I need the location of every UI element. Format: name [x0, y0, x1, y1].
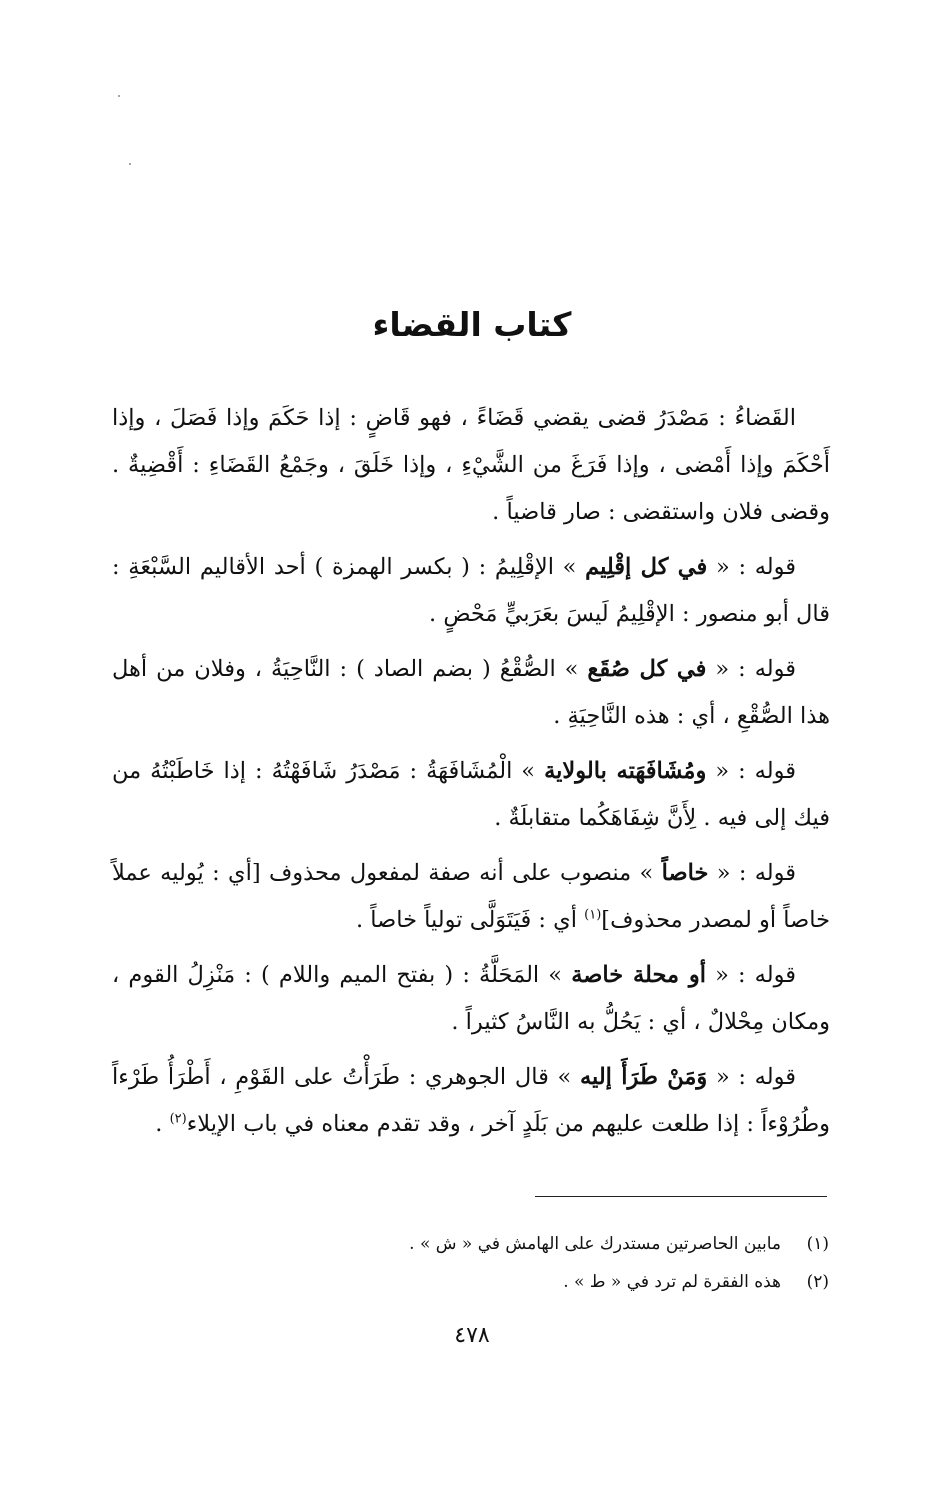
- paragraph-text-tail: أي : فَيَتَوَلَّى تولياً خاصاً .: [355, 907, 585, 933]
- quoted-term: خاصاً: [661, 860, 709, 886]
- paragraph: [112, 748, 830, 842]
- footnote-text: مابين الحاصرتين مستدرك على الهامش في « ش » .: [409, 1234, 781, 1254]
- quoted-term: في كل صُقَع: [587, 656, 707, 682]
- paragraph-text: » الإقْلِيمُ : ( بكسر الهمزة ) أحد الأقاليم السَّبْعَةِ : قال أبو منصور : الإقْلِيمُ لَيسَ بعَرَبيٍّ مَحْضٍ .: [112, 554, 830, 627]
- footnote: [112, 1225, 829, 1263]
- scan-speck: [129, 163, 131, 165]
- paragraph-text: » الْمُشَافَهَةُ : مَصْدَرُ شَافَهْتُهُ : إذا خَاطَبْتُهُ من فيك إلى فيه . لِأَنَّ شِفَاهَكُما متقابلَةٌ .: [112, 758, 830, 831]
- paragraph-text-tail: .: [155, 1111, 170, 1137]
- footnote: [112, 1263, 829, 1301]
- footnote-number: (١): [806, 1234, 829, 1254]
- paragraph-lead: قوله : «: [715, 656, 797, 682]
- paragraph: [112, 395, 830, 536]
- paragraph-lead: قوله : «: [715, 1064, 796, 1090]
- paragraph-text: » منصوب على أنه صفة لمفعول محذوف [أي : يُوليه عملاً خاصاً أو لمصدر محذوف]: [112, 860, 830, 933]
- paragraph: [112, 544, 830, 638]
- quoted-term: ومُشَافَهَته بالولاية: [544, 758, 707, 784]
- footnote-text: هذه الفقرة لم ترد في « ط » .: [563, 1272, 781, 1292]
- paragraph-lead: قوله : «: [716, 554, 797, 580]
- scan-speck: [118, 95, 120, 97]
- paragraph-text: » المَحَلَّةُ : ( بفتح الميم واللام ) : مَنْزِلُ القوم ، ومكان مِحْلالٌ ، أي : يَحُلُّ به النَّاسُ كثيراً .: [112, 962, 830, 1035]
- paragraph-text: » قال الجوهري : طَرَأْتُ على القَوْمِ ، أَطْرَأُ طَرْءاً وطُرُوْءاً : إذا طلعت عليهم من بَلَدٍ آخر ، وقد تقدم معناه في باب الإيلاء: [112, 1064, 830, 1137]
- paragraph-lead: قوله : «: [716, 860, 797, 886]
- footnote-number: (٢): [806, 1272, 829, 1292]
- paragraph: [112, 646, 830, 740]
- footnote-marker[interactable]: (١): [584, 907, 602, 923]
- paragraph-text: القَضاءُ : مَصْدَرُ قضى يقضي قَضَاءً ، فهو قَاضٍ : إذا حَكَمَ وإذا فَصَلَ ، وإذا أَحْكَمَ وإذا أَمْضى ، وإذا فَرَغَ من الشَّيْءِ ، وإذا خَلَقَ ، وجَمْعُ القَضَاءِ : أَقْضِيةٌ . وقضى فلان واستقضى : صار قاضياً .: [112, 405, 830, 525]
- quoted-term: في كل إقْلِيم: [585, 554, 708, 580]
- paragraph-lead: قوله : «: [715, 758, 796, 784]
- footnotes: [112, 1225, 829, 1301]
- body-text: [112, 395, 830, 1156]
- chapter-title: كتاب القضاء: [372, 305, 572, 344]
- footnote-separator: [535, 1196, 827, 1197]
- paragraph: [112, 850, 830, 944]
- paragraph: [112, 1054, 830, 1148]
- page-number: ٤٧٨: [454, 1323, 490, 1348]
- paragraph: [112, 952, 830, 1046]
- footnote-marker[interactable]: (٢): [169, 1111, 187, 1127]
- paragraph-lead: قوله : «: [715, 962, 796, 988]
- quoted-term: وَمَنْ طَرَأَ إليه: [579, 1064, 708, 1090]
- quoted-term: أو محلة خاصة: [571, 962, 706, 988]
- paragraph-text: » الصُّقْعُ ( بضم الصاد ) : النَّاحِيَةُ ، وفلان من أهل هذا الصُّقْعِ ، أي : هذه النَّاحِيَةِ .: [112, 656, 830, 729]
